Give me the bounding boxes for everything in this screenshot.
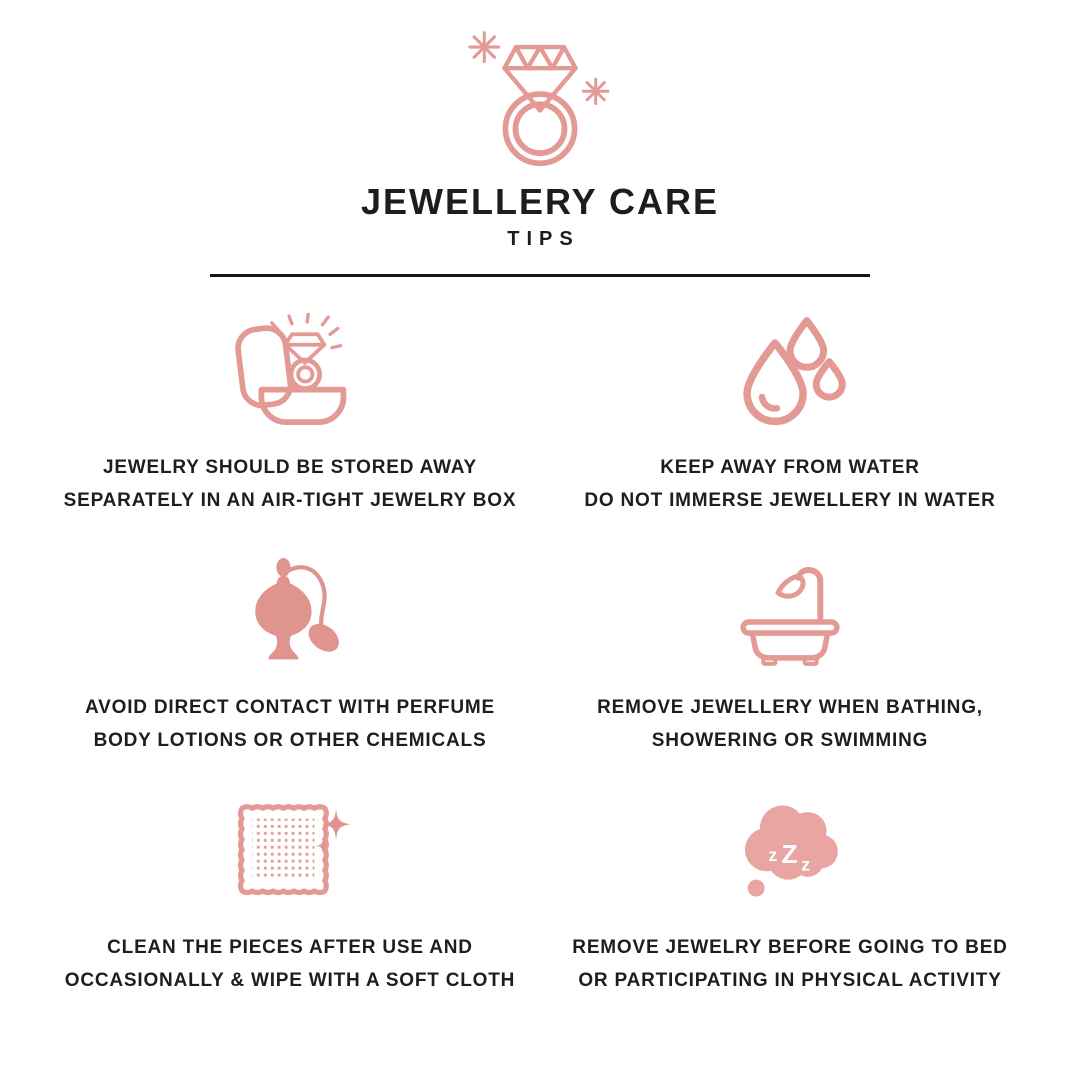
tip-text bbox=[85, 691, 495, 757]
tip-line: OR PARTICIPATING IN PHYSICAL ACTIVITY bbox=[578, 970, 1002, 991]
tip-text bbox=[65, 931, 515, 997]
sleep-cloud-icon bbox=[729, 785, 851, 917]
zzz-letter: z bbox=[801, 853, 811, 874]
tip-card-water bbox=[540, 305, 1040, 517]
header bbox=[210, 0, 870, 277]
tip-card-storage bbox=[40, 305, 540, 517]
tip-line: DO NOT IMMERSE JEWELLERY IN WATER bbox=[584, 490, 996, 511]
zzz-letter: Z bbox=[781, 838, 798, 869]
page-subtitle: TIPS bbox=[507, 228, 580, 250]
tip-card-bathing bbox=[540, 545, 1040, 757]
perfume-atomizer-icon bbox=[229, 545, 351, 677]
page-title: JEWELLERY CARE bbox=[360, 181, 720, 222]
tip-line: SEPARATELY IN AN AIR-TIGHT JEWELRY BOX bbox=[63, 490, 517, 511]
zzz-letter: z bbox=[768, 844, 778, 865]
tip-text bbox=[584, 451, 995, 517]
tip-card-perfume bbox=[40, 545, 540, 757]
polishing-cloth-icon bbox=[227, 785, 353, 917]
diamond-ring-icon bbox=[465, 24, 615, 170]
tip-line: AVOID DIRECT CONTACT WITH PERFUME bbox=[85, 697, 495, 718]
tip-card-sleep bbox=[540, 785, 1040, 997]
tip-line: CLEAN THE PIECES AFTER USE AND bbox=[107, 937, 473, 958]
tip-line: OCCASIONALLY & WIPE WITH A SOFT CLOTH bbox=[64, 970, 516, 991]
tip-line: BODY LOTIONS OR OTHER CHEMICALS bbox=[93, 730, 487, 751]
ring-box-icon bbox=[227, 305, 353, 437]
tip-text bbox=[572, 931, 1007, 997]
tip-line: JEWELRY SHOULD BE STORED AWAY bbox=[102, 457, 478, 478]
divider-line bbox=[210, 274, 870, 277]
water-drops-icon bbox=[734, 305, 846, 437]
sparkle-icon bbox=[470, 33, 499, 62]
tip-text bbox=[64, 451, 517, 517]
tip-line: KEEP AWAY FROM WATER bbox=[660, 457, 920, 478]
bathtub-icon bbox=[730, 545, 850, 677]
tip-line: REMOVE JEWELRY BEFORE GOING TO BED bbox=[572, 937, 1008, 958]
tip-text bbox=[597, 691, 983, 757]
tip-line: REMOVE JEWELLERY WHEN BATHING, bbox=[597, 697, 983, 718]
sparkle-icon bbox=[583, 79, 607, 103]
tips-grid bbox=[0, 305, 1080, 997]
sparkle-icon bbox=[316, 809, 351, 853]
tip-line: SHOWERING OR SWIMMING bbox=[651, 730, 929, 751]
tip-card-cleaning bbox=[40, 785, 540, 997]
